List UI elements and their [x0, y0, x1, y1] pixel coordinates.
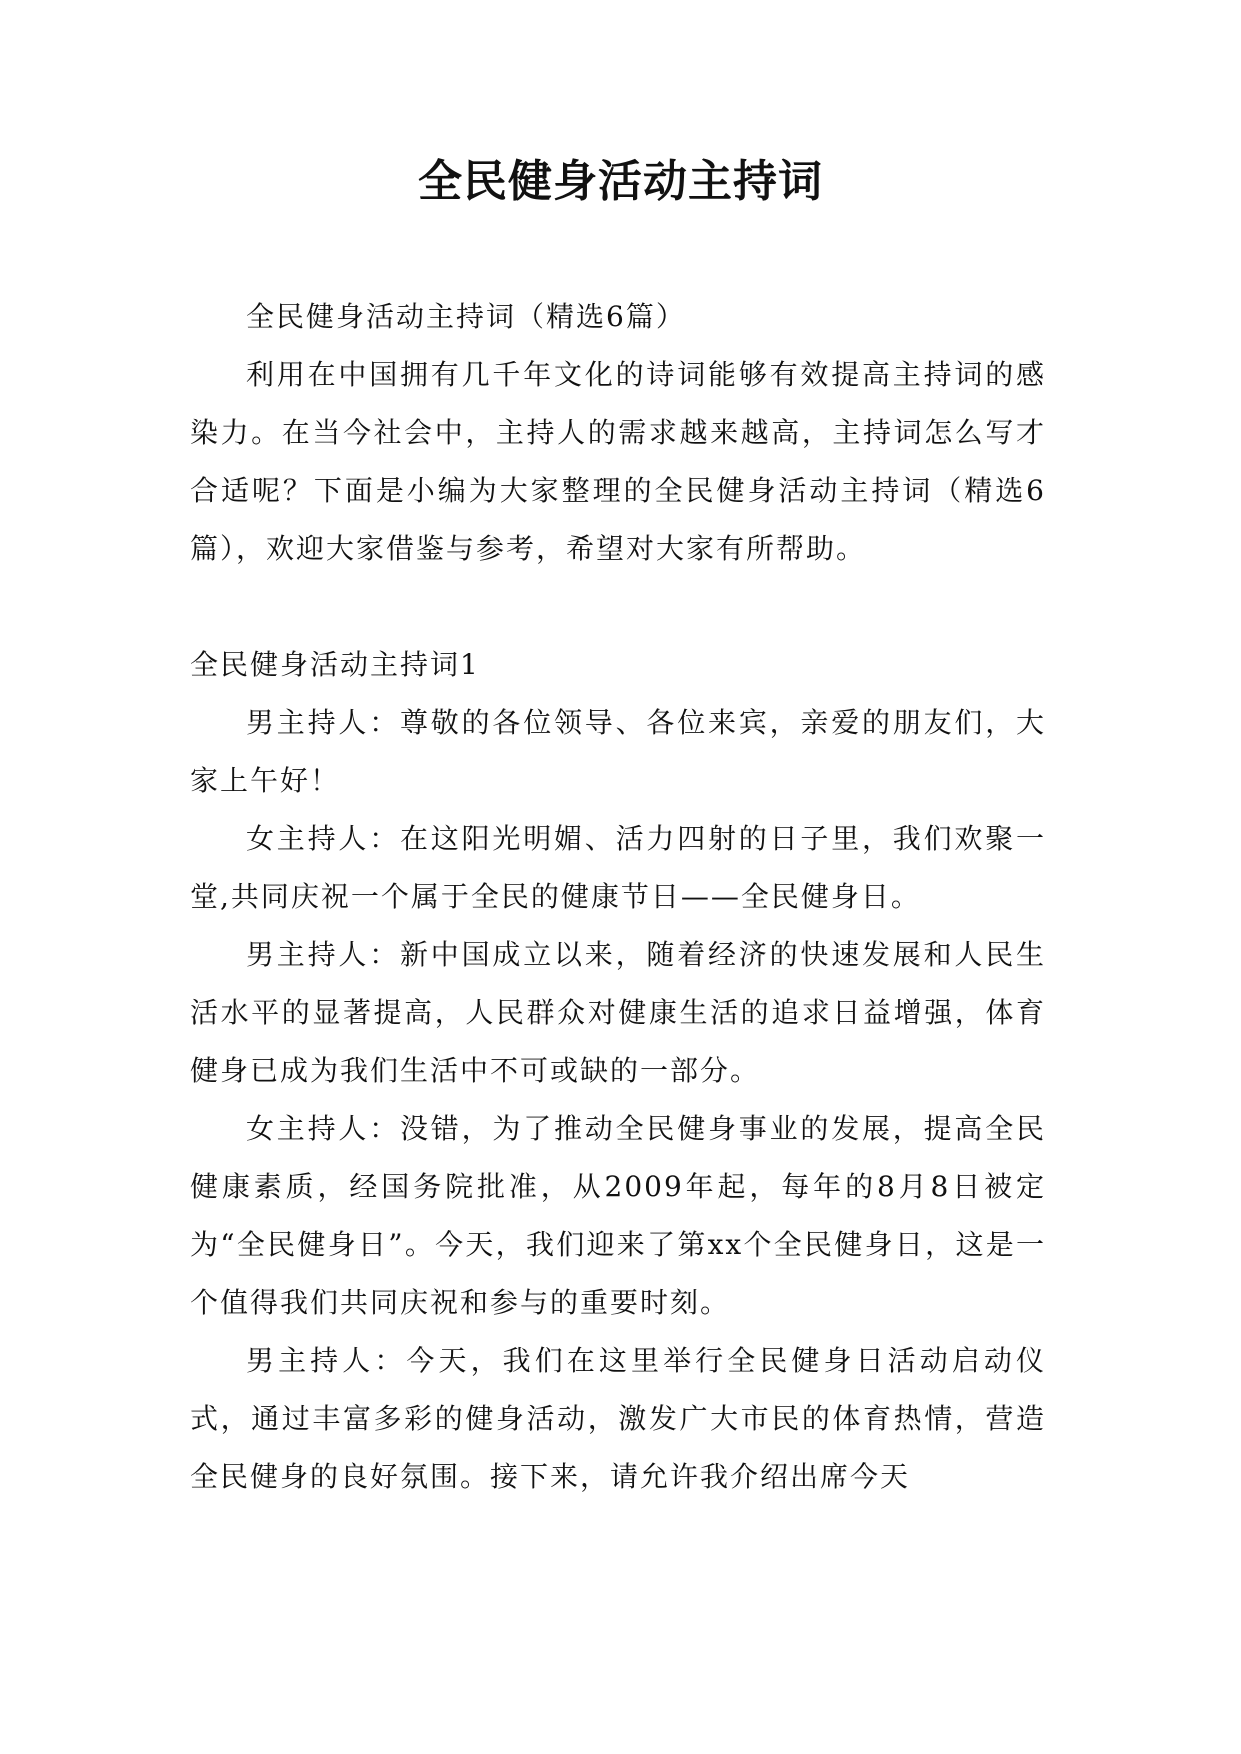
dialogue-paragraph: 女主持人：在这阳光明媚、活力四射的日子里，我们欢聚一堂,共同庆祝一个属于全民的健康节日——全民健身日。: [190, 822, 1046, 913]
dialogue-paragraph: 女主持人：没错，为了推动全民健身事业的发展，提高全民健康素质，经国务院批准，从2009年起，每年的8月8日被定为“全民健身日”。今天，我们迎来了第xx个全民健身日，这是一个值得我们共同庆祝和参与的重要时刻。: [190, 1112, 1046, 1319]
dialogue-paragraph: 男主持人：今天，我们在这里举行全民健身日活动启动仪式，通过丰富多彩的健身活动，激发广大市民的体育热情，营造全民健身的良好氛围。接下来，请允许我介绍出席今天: [190, 1344, 1046, 1493]
document-body: [190, 288, 1046, 1506]
intro-paragraph: 利用在中国拥有几千年文化的诗词能够有效提高主持词的感染力。在当今社会中，主持人的需求越来越高，主持词怎么写才合适呢？下面是小编为大家整理的全民健身活动主持词（精选6篇），欢迎大家借鉴与参考，希望对大家有所帮助。: [190, 358, 1046, 565]
document-subtitle: 全民健身活动主持词（精选6篇）: [246, 300, 686, 333]
document-title: 全民健身活动主持词: [418, 156, 823, 207]
dialogue-paragraph: 男主持人：尊敬的各位领导、各位来宾，亲爱的朋友们，大家上午好！: [190, 706, 1046, 797]
section-heading: 全民健身活动主持词1: [190, 648, 480, 681]
dialogue-paragraph: 男主持人：新中国成立以来，随着经济的快速发展和人民生活水平的显著提高，人民群众对健康生活的追求日益增强，体育健身已成为我们生活中不可或缺的一部分。: [190, 938, 1046, 1087]
